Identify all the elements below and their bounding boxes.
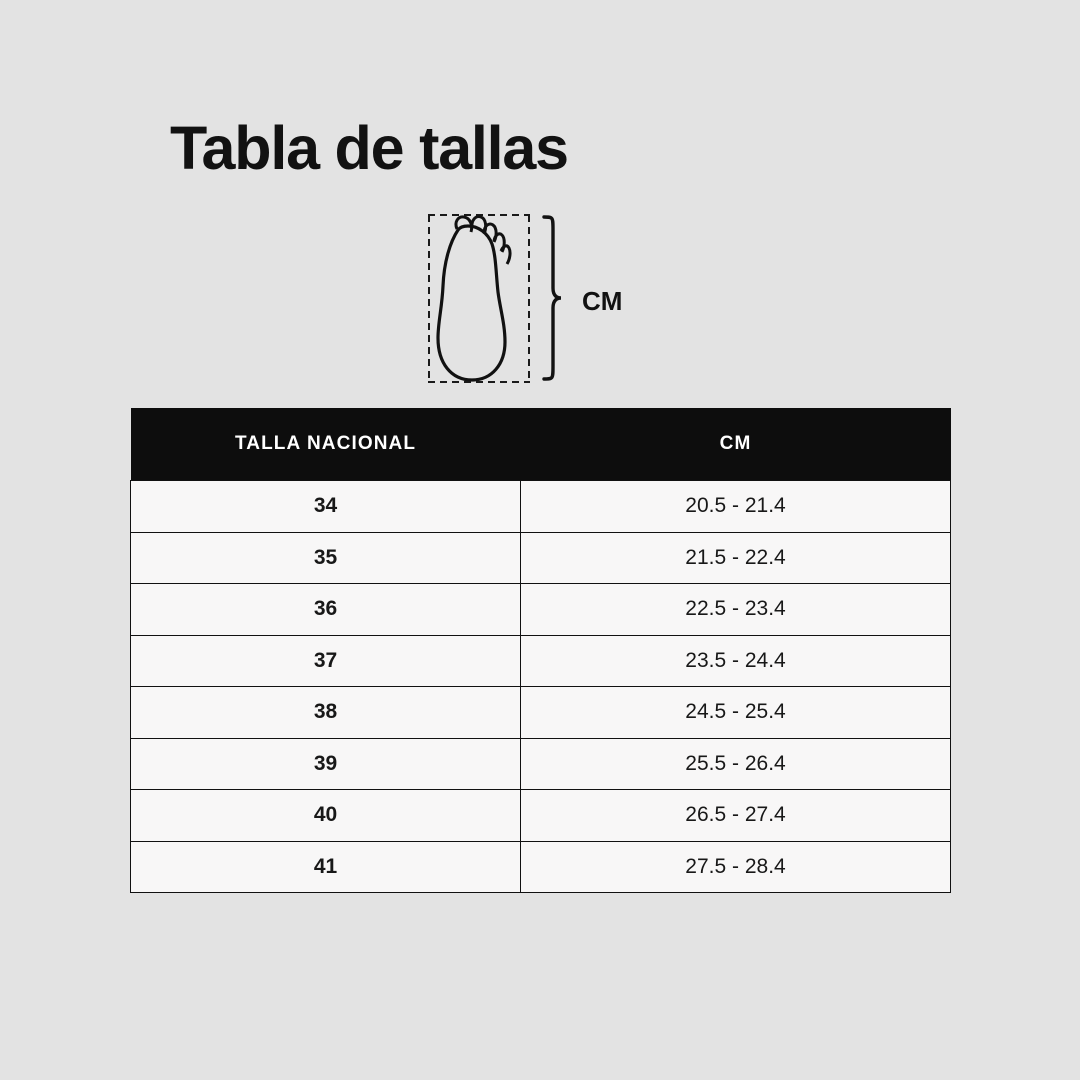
- cell-cm: 22.5 - 23.4: [521, 584, 951, 636]
- cell-size: 37: [131, 635, 521, 687]
- cell-cm: 24.5 - 25.4: [521, 687, 951, 739]
- table-row: [131, 481, 951, 533]
- cm-measure-label: CM: [582, 286, 623, 316]
- table-row: [131, 790, 951, 842]
- page-title: Tabla de tallas: [170, 114, 568, 182]
- foot-measurement-diagram: [420, 208, 660, 393]
- cell-cm: 26.5 - 27.4: [521, 790, 951, 842]
- table-row: [131, 532, 951, 584]
- cell-size: 34: [131, 481, 521, 533]
- size-chart-table: [130, 408, 951, 893]
- cell-size: 41: [131, 841, 521, 893]
- table-row: [131, 738, 951, 790]
- cell-size: 39: [131, 738, 521, 790]
- table-row: [131, 635, 951, 687]
- cell-cm: 21.5 - 22.4: [521, 532, 951, 584]
- cell-size: 36: [131, 584, 521, 636]
- cell-cm: 27.5 - 28.4: [521, 841, 951, 893]
- table-header-row: [131, 408, 951, 481]
- table-row: [131, 841, 951, 893]
- table-row: [131, 687, 951, 739]
- cell-size: 38: [131, 687, 521, 739]
- cell-size: 40: [131, 790, 521, 842]
- column-header-talla-nacional: TALLA NACIONAL: [131, 408, 521, 481]
- table-row: [131, 584, 951, 636]
- cell-cm: 20.5 - 21.4: [521, 481, 951, 533]
- cell-cm: 23.5 - 24.4: [521, 635, 951, 687]
- foot-sole-icon: [420, 208, 660, 393]
- cell-cm: 25.5 - 26.4: [521, 738, 951, 790]
- cell-size: 35: [131, 532, 521, 584]
- column-header-cm: CM: [521, 408, 951, 481]
